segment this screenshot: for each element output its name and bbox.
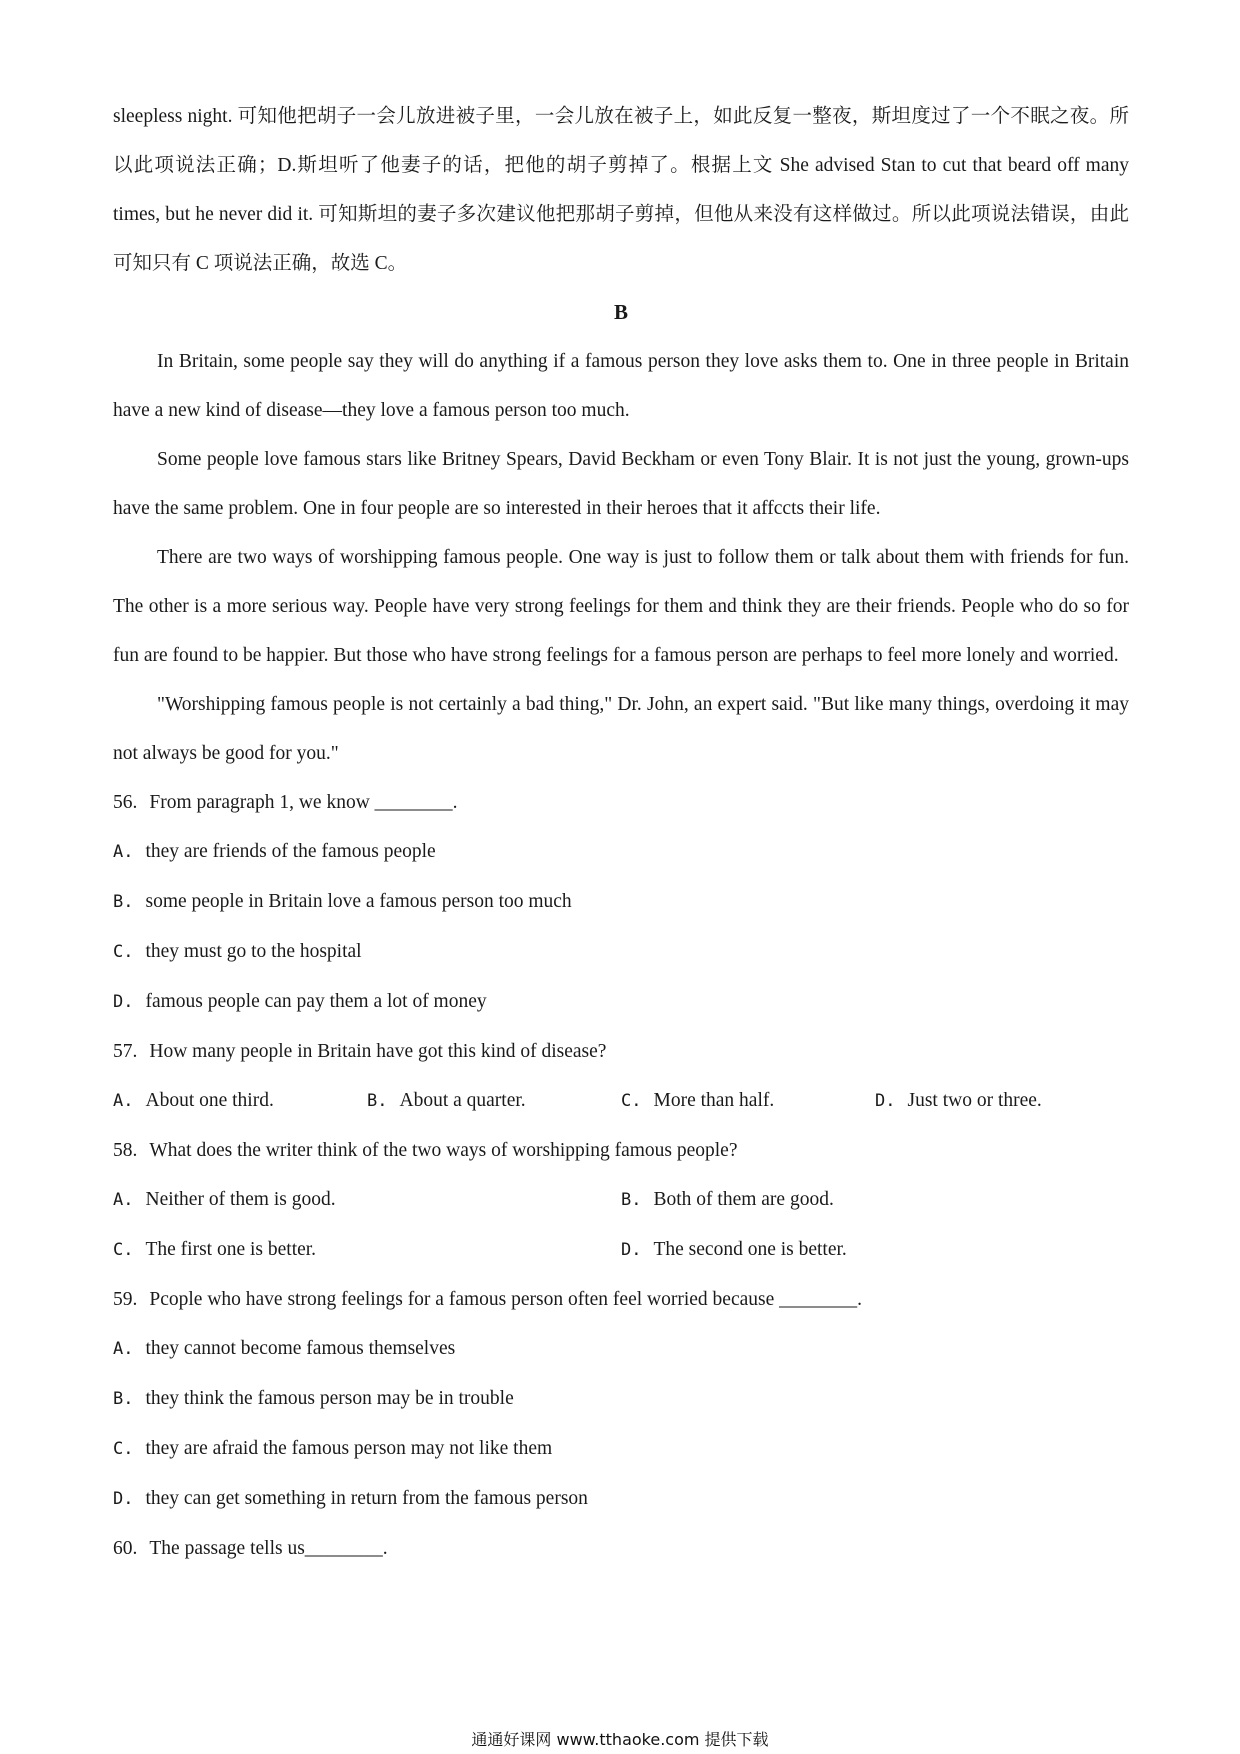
option-text: they think the famous person may be in trouble: [145, 1388, 514, 1409]
option-59-a[interactable]: [113, 1324, 1129, 1374]
option-text: Neither of them is good.: [145, 1189, 336, 1210]
passage-paragraph-2: Some people love famous stars like Britney Spears, David Beckham or even Tony Blair. It is not just the young, grown-ups have the same problem. One in four people are so interested in their heroes that it affccts their life.: [113, 449, 1129, 519]
option-58-b[interactable]: [621, 1175, 1129, 1225]
option-57-d[interactable]: [875, 1076, 1129, 1126]
option-text: The first one is better.: [145, 1239, 317, 1260]
option-58-c[interactable]: [113, 1225, 621, 1275]
option-letter: B.: [367, 1091, 388, 1111]
option-59-d[interactable]: [113, 1474, 1129, 1524]
passage-paragraph-1: In Britain, some people say they will do anything if a famous person they love asks them to. One in three people in Britain have a new kind of disease—they love a famous person too much.: [113, 351, 1129, 421]
question-text: What does the writer think of the two ways of worshipping famous people?: [149, 1140, 738, 1161]
option-letter: A.: [113, 1091, 134, 1111]
passage-paragraph-4: "Worshipping famous people is not certainly a bad thing," Dr. John, an expert said. "But like many things, overdoing it may not always be good for you.": [113, 694, 1129, 764]
question-text: How many people in Britain have got this kind of disease?: [149, 1041, 607, 1062]
options-58-row-1: [113, 1175, 1129, 1225]
option-letter: A.: [113, 1339, 134, 1359]
option-letter: D.: [621, 1240, 642, 1260]
question-number: 59.: [113, 1289, 138, 1310]
option-letter: A.: [113, 1190, 134, 1210]
option-59-b[interactable]: [113, 1374, 1129, 1424]
option-text: some people in Britain love a famous person too much: [145, 891, 572, 912]
option-text: they cannot become famous themselves: [145, 1338, 456, 1359]
option-text: they are afraid the famous person may not like them: [145, 1438, 553, 1459]
option-56-b[interactable]: [113, 877, 1129, 927]
option-text: they can get something in return from the famous person: [145, 1488, 588, 1509]
option-letter: D.: [113, 1489, 134, 1509]
question-57: [113, 1027, 1129, 1076]
option-57-b[interactable]: [367, 1076, 621, 1126]
option-56-a[interactable]: [113, 827, 1129, 877]
option-59-c[interactable]: [113, 1424, 1129, 1474]
option-text: More than half.: [653, 1090, 775, 1111]
question-58: [113, 1126, 1129, 1175]
option-letter: D.: [113, 992, 134, 1012]
option-letter: B.: [621, 1190, 642, 1210]
option-text: famous people can pay them a lot of money: [145, 991, 487, 1012]
option-letter: C.: [113, 942, 134, 962]
document-page: [113, 92, 1129, 1573]
question-60: [113, 1524, 1129, 1573]
option-56-d[interactable]: [113, 977, 1129, 1027]
option-letter: A.: [113, 842, 134, 862]
question-number: 60.: [113, 1538, 138, 1559]
option-text: they are friends of the famous people: [145, 841, 436, 862]
option-text: Just two or three.: [907, 1090, 1042, 1111]
intro-paragraph: sleepless night. 可知他把胡子一会儿放进被子里，一会儿放在被子上，如此反复一整夜，斯坦度过了一个不眠之夜。所以此项说法正确；D.斯坦听了他妻子的话，把他的胡子剪掉了。根据上文 She advised Stan to cut that beard off many times, but he never did it. 可知斯坦的妻子多次建议他把那胡子剪掉，但他从来没有这样做过。所以此项说法错误，由此可知只有 C 项说法正确，故选 C。: [113, 106, 1129, 274]
option-letter: C.: [113, 1439, 134, 1459]
option-text: The second one is better.: [653, 1239, 847, 1260]
passage-paragraph-3: There are two ways of worshipping famous people. One way is just to follow them or talk about them with friends for fun. The other is a more serious way. People have very strong feelings for them and think they are their friends. People who do so for fun are found to be happier. But those who have strong feelings for a famous person are perhaps to feel more lonely and worried.: [113, 547, 1129, 666]
question-59: [113, 1275, 1129, 1324]
option-58-d[interactable]: [621, 1225, 1129, 1275]
question-number: 58.: [113, 1140, 138, 1161]
option-letter: B.: [113, 892, 134, 912]
option-text: About a quarter.: [399, 1090, 526, 1111]
option-letter: C.: [621, 1091, 642, 1111]
question-number: 56.: [113, 792, 138, 813]
options-58-row-2: [113, 1225, 1129, 1275]
question-text: From paragraph 1, we know ________.: [149, 792, 458, 813]
option-letter: C.: [113, 1240, 134, 1260]
option-58-a[interactable]: [113, 1175, 621, 1225]
option-text: Both of them are good.: [653, 1189, 834, 1210]
option-text: they must go to the hospital: [145, 941, 362, 962]
page-footer: 通通好课网 www.tthaoke.com 提供下载: [471, 1730, 769, 1749]
question-56: [113, 778, 1129, 827]
option-57-a[interactable]: [113, 1076, 367, 1126]
option-letter: D.: [875, 1091, 896, 1111]
section-title: B: [613, 300, 628, 324]
option-57-c[interactable]: [621, 1076, 875, 1126]
option-letter: B.: [113, 1389, 134, 1409]
question-text: The passage tells us________.: [149, 1538, 388, 1559]
options-57: [113, 1076, 1129, 1126]
question-text: Pcople who have strong feelings for a famous person often feel worried because ________.: [149, 1289, 862, 1310]
option-56-c[interactable]: [113, 927, 1129, 977]
option-text: About one third.: [145, 1090, 274, 1111]
question-number: 57.: [113, 1041, 138, 1062]
